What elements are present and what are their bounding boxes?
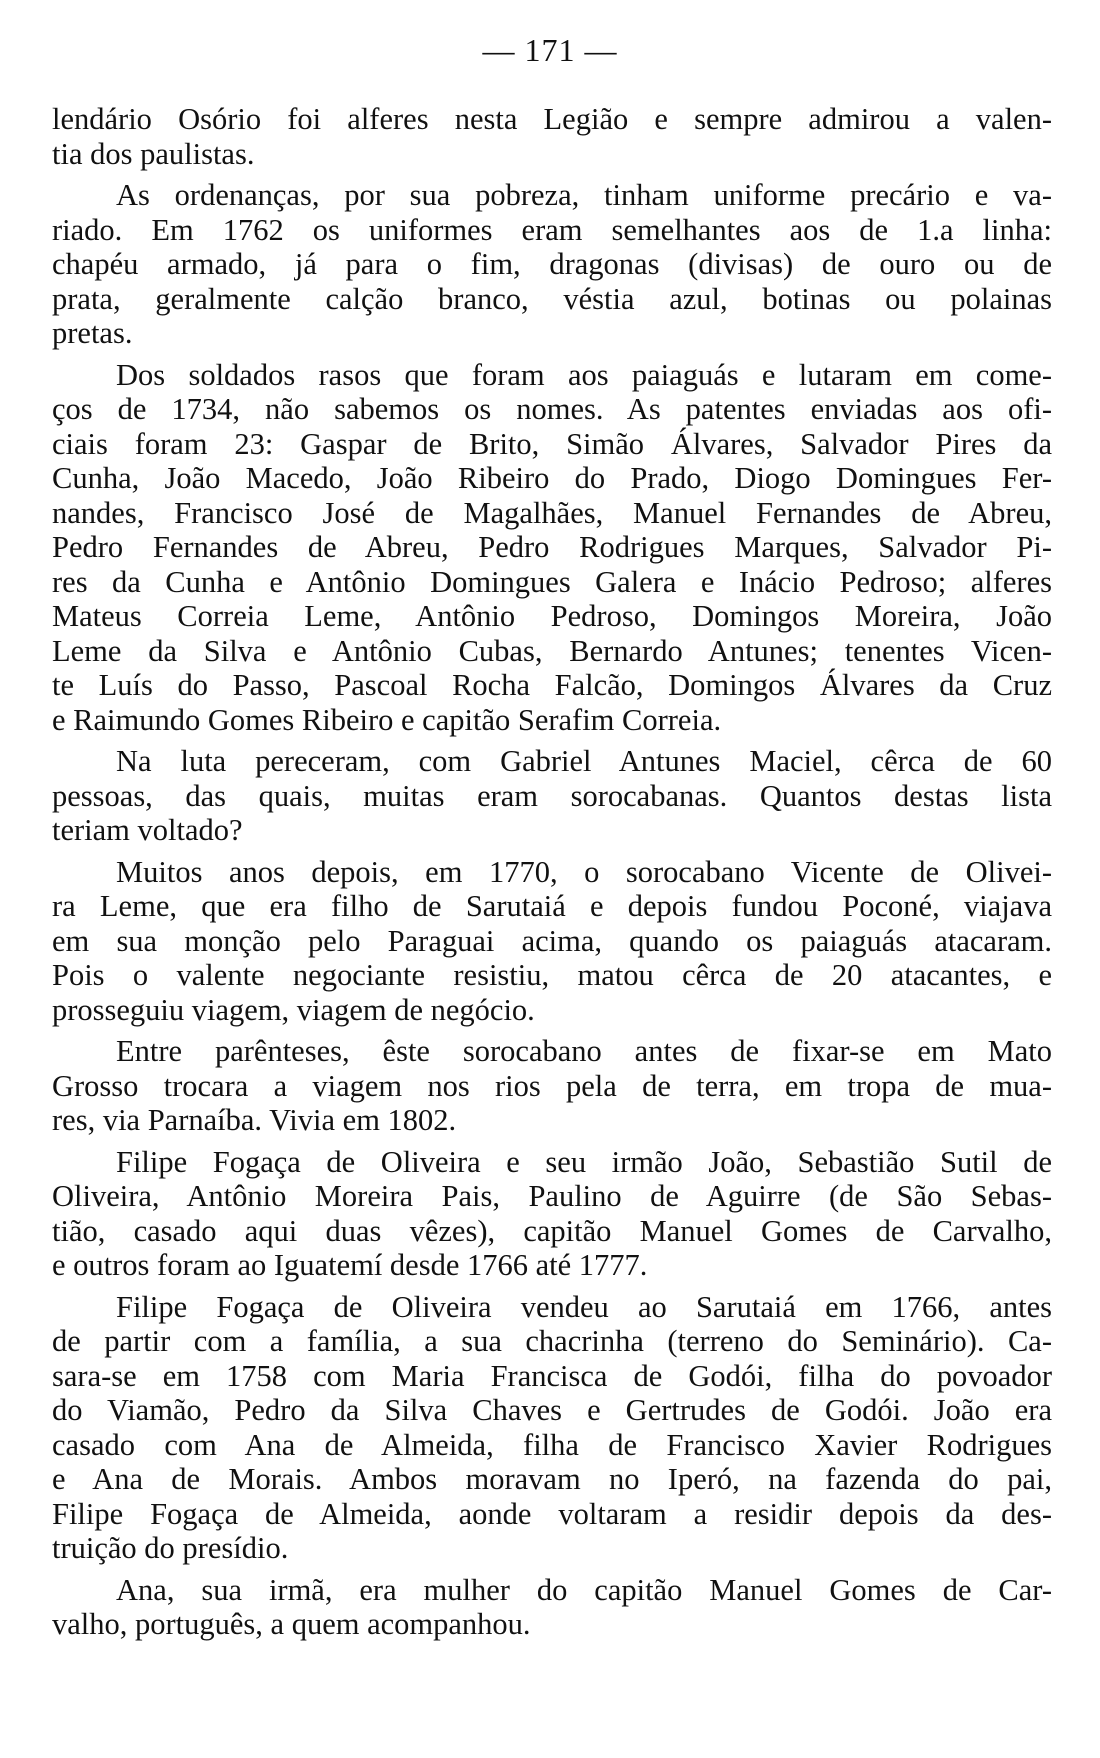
text-line: Filipe Fogaça de Oliveira e seu irmão João, Sebastião Sutil de xyxy=(116,1144,1052,1179)
text-line: Pois o valente negociante resistiu, matou cêrca de 20 atacantes, e xyxy=(52,958,1052,992)
text-line: prosseguiu viagem, viagem de negócio. xyxy=(52,992,535,1027)
text-line: riado. Em 1762 os uniformes eram semelhantes aos de 1.a linha: xyxy=(52,212,1052,247)
text-line: casado com Ana de Almeida, filha de Francisco Xavier Rodrigues xyxy=(52,1427,1052,1462)
paragraph xyxy=(52,1573,1052,1642)
text-line: As ordenanças, por sua pobreza, tinham uniforme precário e va- xyxy=(116,178,1052,212)
text-line: nandes, Francisco José de Magalhães, Manuel Fernandes de Abreu, xyxy=(52,495,1052,530)
paragraph xyxy=(52,1145,1052,1283)
text-line: Mateus Correia Leme, Antônio Pedroso, Domingos Moreira, João xyxy=(52,599,1052,633)
text-line: ra Leme, que era filho de Sarutaiá e depois fundou Poconé, viajava xyxy=(52,889,1052,923)
text-line: prata, geralmente calção branco, véstia azul, botinas ou polainas xyxy=(52,281,1052,316)
text-line: Filipe Fogaça de Oliveira vendeu ao Sarutaiá em 1766, antes xyxy=(116,1289,1052,1324)
text-line: chapéu armado, já para o fim, dragonas (divisas) de ouro ou de xyxy=(52,247,1052,281)
text-line: truição do presídio. xyxy=(52,1531,289,1565)
text-line: Leme da Silva e Antônio Cubas, Bernardo Antunes; tenentes Vicen- xyxy=(52,633,1052,668)
text-line: Grosso trocara a viagem nos rios pela de terra, em tropa de mua- xyxy=(52,1068,1052,1103)
paragraph xyxy=(52,1034,1052,1138)
text-line: de partir com a família, a sua chacrinha (terreno do Seminário). Ca- xyxy=(52,1324,1052,1358)
text-line: Pedro Fernandes de Abreu, Pedro Rodrigues Marques, Salvador Pi- xyxy=(52,530,1052,564)
text-line: Na luta pereceram, com Gabriel Antunes Maciel, cêrca de 60 xyxy=(116,744,1052,778)
text-line: Muitos anos depois, em 1770, o sorocabano Vicente de Olivei- xyxy=(116,854,1052,889)
text-line: teriam voltado? xyxy=(52,813,243,847)
text-line: Entre parênteses, êste sorocabano antes de fixar-se em Mato xyxy=(116,1034,1052,1068)
text-line: Filipe Fogaça de Almeida, aonde voltaram a residir depois da des- xyxy=(52,1496,1052,1531)
text-line: sara-se em 1758 com Maria Francisca de Godói, filha do povoador xyxy=(52,1358,1052,1393)
paragraph xyxy=(52,855,1052,1028)
text-line: te Luís do Passo, Pascoal Rocha Falcão, Domingos Álvares da Cruz xyxy=(52,668,1052,702)
text-line: em sua monção pelo Paraguai acima, quando os paiaguás atacaram. xyxy=(52,923,1052,958)
text-line: pretas. xyxy=(52,316,133,350)
text-line: tião, casado aqui duas vêzes), capitão Manuel Gomes de Carvalho, xyxy=(52,1213,1052,1248)
paragraph xyxy=(52,178,1052,351)
text-line: Ana, sua irmã, era mulher do capitão Manuel Gomes de Car- xyxy=(116,1572,1052,1607)
text-line: Cunha, João Macedo, João Ribeiro do Prado, Diogo Domingues Fer- xyxy=(52,461,1052,495)
text-line: e Raimundo Gomes Ribeiro e capitão Serafim Correia. xyxy=(52,702,722,737)
text-line: Oliveira, Antônio Moreira Pais, Paulino de Aguirre (de São Sebas- xyxy=(52,1179,1052,1213)
text-line: ciais foram 23: Gaspar de Brito, Simão Álvares, Salvador Pires da xyxy=(52,426,1052,461)
page-body-text xyxy=(52,102,1052,1642)
paragraph xyxy=(52,744,1052,848)
paragraph xyxy=(52,358,1052,738)
text-line: lendário Osório foi alferes nesta Legião e sempre admirou a valen- xyxy=(52,102,1052,136)
text-line: ços de 1734, não sabemos os nomes. As patentes enviadas aos ofi- xyxy=(52,392,1052,426)
text-line: tia dos paulistas. xyxy=(52,136,255,171)
paragraph xyxy=(52,102,1052,171)
text-line: pessoas, das quais, muitas eram sorocabanas. Quantos destas lista xyxy=(52,778,1052,813)
text-line: e outros foram ao Iguatemí desde 1766 até 1777. xyxy=(52,1248,648,1282)
page-number: — 171 — xyxy=(482,32,618,68)
text-line: res, via Parnaíba. Vivia em 1802. xyxy=(52,1103,457,1137)
text-line: e Ana de Morais. Ambos moravam no Iperó, na fazenda do pai, xyxy=(52,1462,1052,1496)
text-line: res da Cunha e Antônio Domingues Galera e Inácio Pedroso; alferes xyxy=(52,564,1052,599)
text-line: do Viamão, Pedro da Silva Chaves e Gertrudes de Godói. João era xyxy=(52,1393,1052,1427)
text-line: Dos soldados rasos que foram aos paiaguás e lutaram em come- xyxy=(116,357,1052,392)
paragraph xyxy=(52,1290,1052,1566)
text-line: valho, português, a quem acompanhou. xyxy=(52,1607,531,1641)
